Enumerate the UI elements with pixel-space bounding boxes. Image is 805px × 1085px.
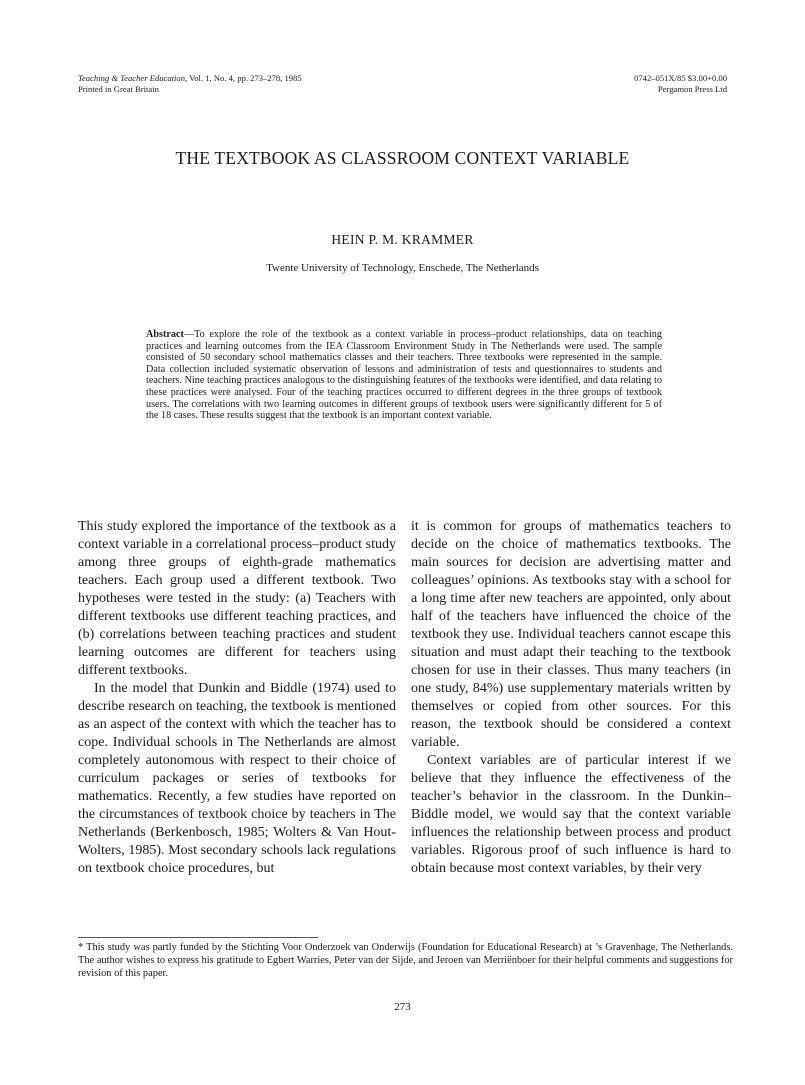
- body-column-left: [78, 518, 396, 878]
- running-header-left: [78, 73, 302, 94]
- body-paragraph: This study explored the importance of the textbook as a context variable in a correlational process–product study among three groups of eighth-grade mathematics teachers. Each group used a different textbook. Two hypotheses were tested in the study: (a) Teachers with different textbooks use different teaching practices, and (b) correlations between teaching practices and student learning outcomes are different for teachers using different textbooks.: [78, 519, 396, 678]
- author-affiliation: Twente University of Technology, Enschede, The Netherlands: [266, 262, 539, 274]
- volume-info: Vol. 1, No. 4, pp. 273–278, 1985: [187, 73, 302, 83]
- body-column-right: [411, 518, 731, 878]
- publisher: Pergamon Press Ltd: [657, 83, 727, 94]
- printed-in: Printed in Great Britain: [78, 83, 159, 94]
- journal-citation: [78, 73, 302, 84]
- paper-title: THE TEXTBOOK AS CLASSROOM CONTEXT VARIABLE: [175, 148, 630, 168]
- footnote: * This study was partly funded by the Stichting Voor Onderzoek van Onderwijs (Foundation for Educational Research) at ’s Gravenhage, The Netherlands. The author wishes to express his gratitude to Egbert Warries, Peter van der Sijde, and Jeroen van Merriënboer for their helpful comments and suggestions for revision of this paper.: [78, 942, 733, 979]
- journal-name: Teaching & Teacher Education,: [78, 73, 188, 83]
- abstract-label: Abstract: [146, 329, 184, 340]
- body-paragraph: Context variables are of particular interest if we believe that they influence the effectiveness of the teacher’s behavior in the classroom. In the Dunkin–Biddle model, we would say that the context variable influences the relationship between process and product variables. Rigorous proof of such influence is hard to obtain because most context variables, by their very: [411, 753, 731, 876]
- body-paragraph: In the model that Dunkin and Biddle (1974) used to describe research on teaching, the textbook is mentioned as an aspect of the context with which the teacher has to cope. Individual schools in The Netherlands are almost completely autonomous with respect to their choice of curriculum packages or series of textbooks for mathematics. Recently, a few studies have reported on the circumstances of textbook choice by teachers in The Netherlands (Berkenbosch, 1985; Wolters & Van Hout-Wolters, 1985). Most secondary schools lack regulations on textbook choice procedures, but: [78, 681, 396, 876]
- body-paragraph: it is common for groups of mathematics teachers to decide on the choice of mathematics textbooks. The main sources for decision are advertising matter and colleagues’ opinions. As textbooks stay with a school for a long time after new teachers are appointed, only about half of the teachers have influenced the choice of the textbook they use. Individual teachers cannot escape this situation and must adapt their teaching to the textbook chosen for use in their classes. Thus many teachers (in one study, 84%) use supplementary materials written by themselves or copied from other sources. For this reason, the textbook should be considered a context variable.: [411, 519, 731, 750]
- author-name: HEIN P. M. KRAMMER: [331, 232, 474, 247]
- abstract-text: —To explore the role of the textbook as a context variable in process–product relationships, data on teaching practices and learning outcomes from the IEA Classroom Environment Study in The Netherlands were used. The sample consisted of 50 secondary school mathematics classes and their teachers. Three textbooks were represented in the sample. Data collection included systematic observation of lessons and administration of tests and questionnaires to students and teachers. Nine teaching practices analogous to the distinguishing features of the textbooks were identified, and data relating to these practices were analysed. Four of the teaching practices occurred to different degrees in the three groups of textbook users. The correlations with two learning outcomes in different groups of textbook users were significantly different for 5 of the 18 cases. These results suggest that the textbook is an important context variable.: [146, 329, 662, 422]
- running-header-right: [634, 73, 727, 94]
- footnote-rule: [78, 937, 318, 938]
- issn-code: 0742–051X/85 $3.00+0.00: [634, 73, 727, 83]
- abstract: [146, 329, 662, 422]
- page-number: 273: [394, 1001, 411, 1013]
